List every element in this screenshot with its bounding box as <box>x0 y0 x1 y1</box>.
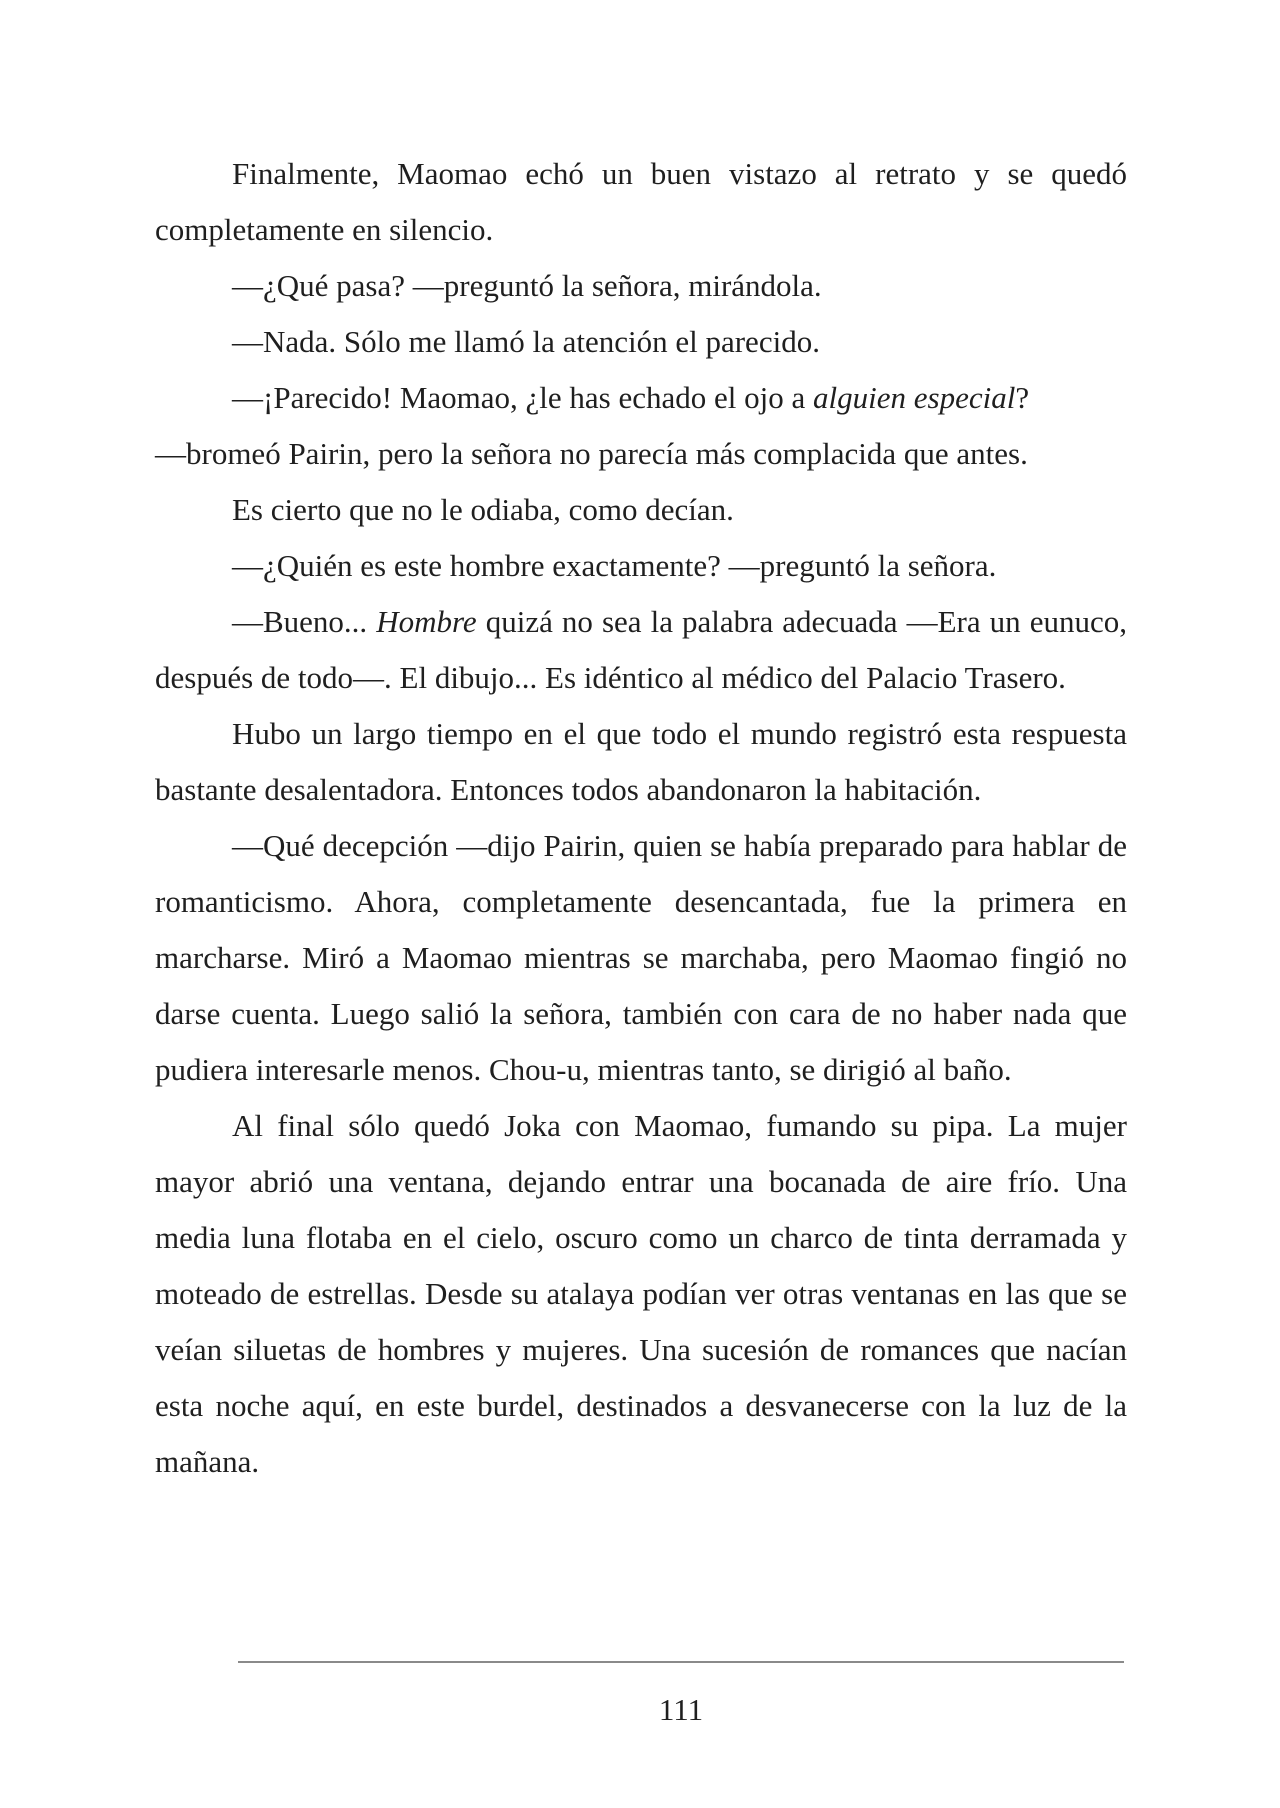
paragraph <box>155 370 1127 426</box>
paragraph: —¿Qué pasa? —preguntó la señora, mirándola. <box>232 268 822 303</box>
page-number: 111 <box>658 1692 704 1727</box>
paragraph: —¿Quién es este hombre exactamente? —preguntó la señora. <box>232 548 997 583</box>
body-text <box>155 146 1127 1490</box>
italic-text: alguien especial <box>813 380 1016 415</box>
italic-text: Hombre <box>376 604 477 639</box>
paragraph-text: —¡Parecido! Maomao, ¿le has echado el ojo a <box>232 380 814 415</box>
paragraph: —Qué decepción —dijo Pairin, quien se había preparado para hablar de romanticismo. Ahora, completamente desencantada, fue la primera en marcharse. Miró a Maomao mientras se marchaba, pero Maomao fingió no darse cuenta. Luego salió la señora, también con cara de no haber nada que pudiera interesarle menos. Chou-u, mientras tanto, se dirigió al baño. <box>155 828 1127 1087</box>
paragraph-text: quizá no sea la palabra adecuada —Era un eunuco, después de todo—. El dibujo... Es idéntico al médico del Palacio Trasero. <box>155 604 1127 695</box>
footer-divider <box>238 1661 1124 1663</box>
paragraph-text: —Bueno... <box>232 604 377 639</box>
paragraph: Finalmente, Maomao echó un buen vistazo al retrato y se quedó completamente en silencio. <box>155 156 1127 247</box>
paragraph: —bromeó Pairin, pero la señora no parecía más complacida que antes. <box>155 436 1028 471</box>
paragraph: —Nada. Sólo me llamó la atención el parecido. <box>232 324 820 359</box>
paragraph-text: ? <box>1015 380 1030 415</box>
paragraph: Hubo un largo tiempo en el que todo el mundo registró esta respuesta bastante desalentadora. Entonces todos abandonaron la habitación. <box>155 716 1127 807</box>
paragraph: Es cierto que no le odiaba, como decían. <box>232 492 734 527</box>
paragraph: Al final sólo quedó Joka con Maomao, fumando su pipa. La mujer mayor abrió una ventana, dejando entrar una bocanada de aire frío. Una media luna flotaba en el cielo, oscuro como un charco de tinta derramada y moteado de estrellas. Desde su atalaya podían ver otras ventanas en las que se veían siluetas de hombres y mujeres. Una sucesión de romances que nacían esta noche aquí, en este burdel, destinados a desvanecerse con la luz de la mañana. <box>155 1108 1127 1479</box>
paragraph <box>155 594 1127 706</box>
